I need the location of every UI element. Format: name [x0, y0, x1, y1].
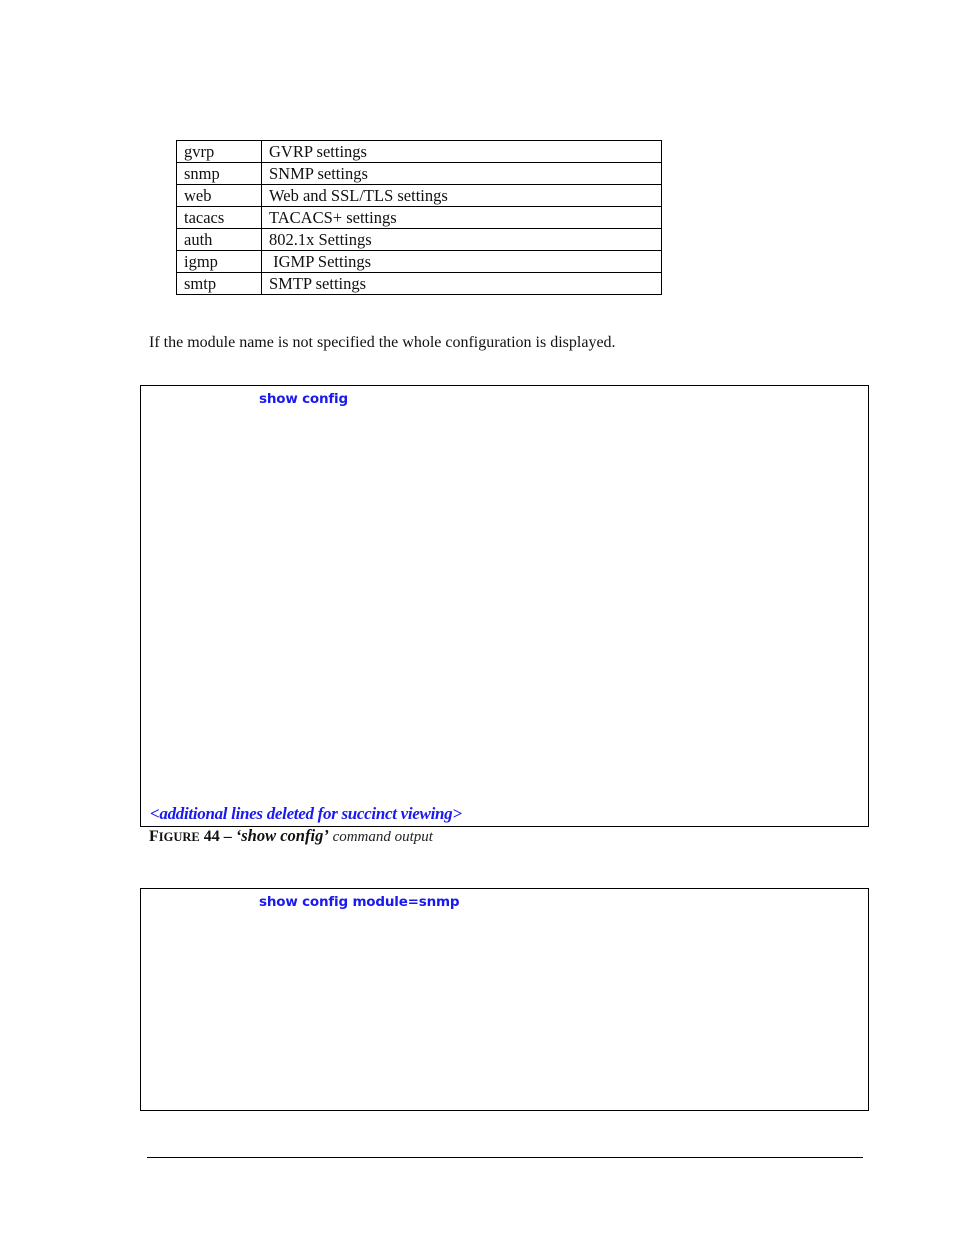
table-row [177, 141, 662, 163]
body-paragraph: If the module name is not specified the whole configuration is displayed. [149, 334, 616, 351]
footer-divider [147, 1157, 863, 1158]
code-box-show-config-snmp [140, 888, 869, 1111]
truncation-note: <additional lines deleted for succinct viewing> [150, 804, 462, 823]
module-name-cell: gvrp [177, 141, 262, 163]
caption-label: FIGURE 44 – [149, 828, 236, 845]
command-text: show config [259, 391, 348, 407]
figure-caption [149, 826, 433, 847]
module-description-cell: SNMP settings [262, 163, 662, 185]
module-description-cell: GVRP settings [262, 141, 662, 163]
table-row [177, 163, 662, 185]
table-row [177, 229, 662, 251]
module-name-cell: snmp [177, 163, 262, 185]
module-name-cell: smtp [177, 273, 262, 295]
module-name-cell: web [177, 185, 262, 207]
caption-text: command output [328, 829, 433, 845]
module-description-cell: IGMP Settings [262, 251, 662, 273]
module-description-cell: 802.1x Settings [262, 229, 662, 251]
module-description-cell: Web and SSL/TLS settings [262, 185, 662, 207]
caption-command: ‘show config’ [235, 826, 329, 845]
module-name-cell: igmp [177, 251, 262, 273]
table-row [177, 207, 662, 229]
module-description-cell: TACACS+ settings [262, 207, 662, 229]
command-text: show config module=snmp [259, 894, 460, 910]
module-description-cell: SMTP settings [262, 273, 662, 295]
table-row [177, 251, 662, 273]
module-table [176, 140, 662, 295]
module-table-body [177, 141, 662, 295]
table-row [177, 185, 662, 207]
code-box-show-config [140, 385, 869, 827]
module-name-cell: tacacs [177, 207, 262, 229]
table-row [177, 273, 662, 295]
module-name-cell: auth [177, 229, 262, 251]
